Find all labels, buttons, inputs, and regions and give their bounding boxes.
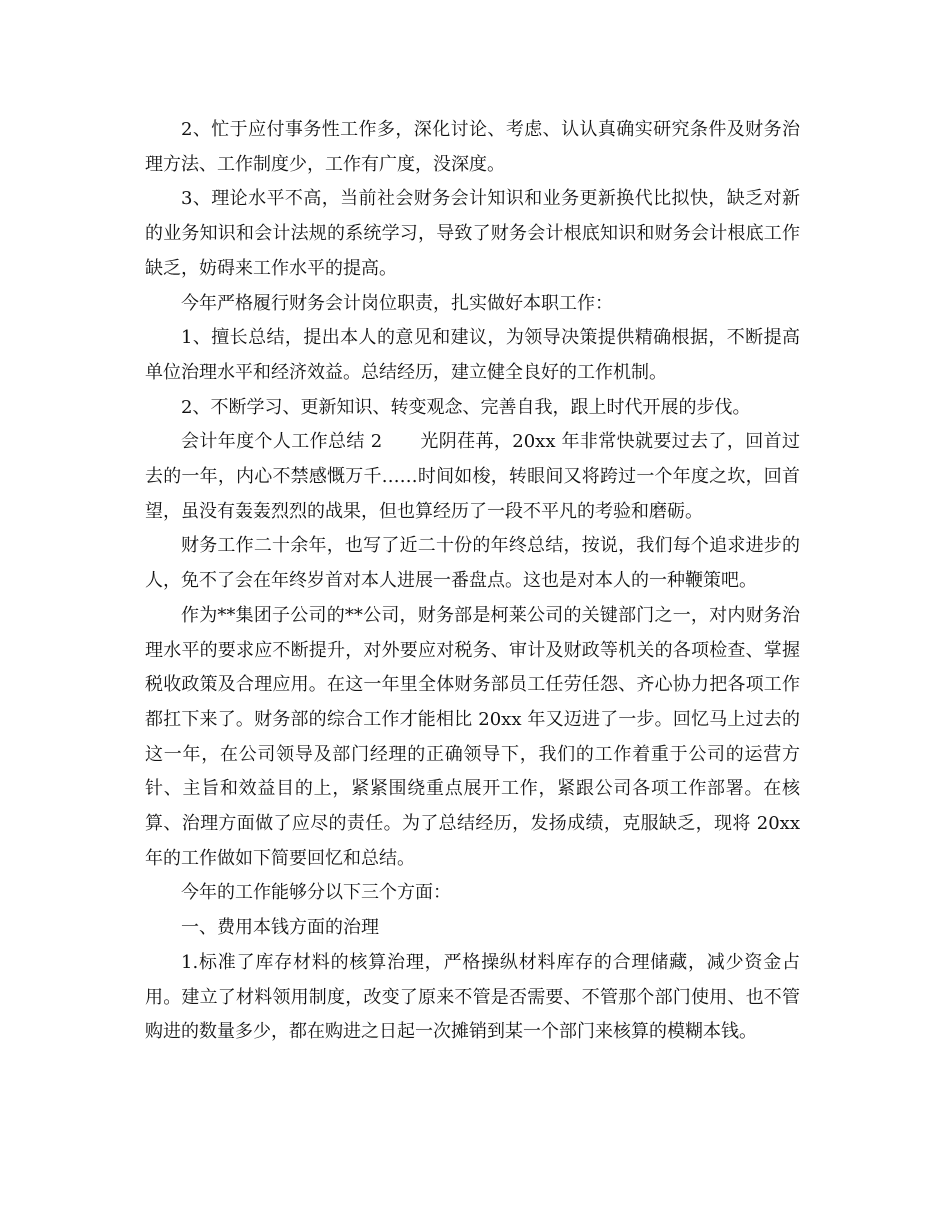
- paragraph: 今年严格履行财务会计岗位职责，扎实做好本职工作：: [181, 292, 613, 314]
- paragraph: 财务工作二十余年，也写了近二十份的年终总结，按说，我们每个追求进步的人，免不了会在年终岁首对本人进展一番盘点。这也是对本人的一种鞭策吧。: [145, 535, 800, 592]
- document-body: [145, 113, 800, 1050]
- paragraph: 2、不断学习、更新知识、转变观念、完善自我，跟上时代开展的步伐。: [181, 396, 751, 418]
- paragraph: 3、理论水平不高，当前社会财务会计知识和业务更新换代比拟快，缺乏对新的业务知识和会计法规的系统学习，导致了财务会计根底知识和财务会计根底工作缺乏，妨碍来工作水平的提高。: [145, 188, 800, 279]
- paragraph: 1、擅长总结，提出本人的意见和建议，为领导决策提供精确根据，不断提高单位治理水平和经济效益。总结经历，建立健全良好的工作机制。: [145, 327, 800, 383]
- heading-paragraph: 一、费用本钱方面的治理: [181, 917, 379, 939]
- paragraph: 1.标准了库存材料的核算治理，严格操纵材料库存的合理储藏，减少资金占用。建立了材料领用制度，改变了原来不管是否需要、不管那个部门使用、也不管购进的数量多少，都在购进之日起一次摊销到某一个部门来核算的模糊本钱。: [145, 951, 800, 1043]
- section-paragraph: [145, 425, 800, 529]
- paragraph: 今年的工作能够分以下三个方面：: [181, 882, 451, 904]
- paragraph: 作为**集团子公司的**公司，财务部是柯莱公司的关键部门之一，对内财务治理水平的要求应不断提升，对外要应对税务、审计及财政等机关的各项检查、掌握税收政策及合理应用。在这一年里全体财务部员工任劳任怨、齐心协力把各项工作都扛下来了。财务部的综合工作才能相比 20xx 年又迈进了一步。回忆马上过去的这一年，在公司领导及部门经理的正确领导下，我们的工作着重于公司的运营方针、主旨和效益目的上，紧紧围绕重点展开工作，紧跟公司各项工作部署。在核算、治理方面做了应尽的责任。为了总结经历，发扬成绩，克服缺乏，现将 20xx 年的工作做如下简要回忆和总结。: [145, 604, 800, 869]
- section-title: 会计年度个人工作总结 2: [181, 431, 383, 453]
- paragraph: 2、忙于应付事务性工作多，深化讨论、考虑、认认真确实研究条件及财务治理方法、工作制度少，工作有广度，没深度。: [145, 119, 800, 175]
- section-intro: 光阴荏苒，20xx 年非常快就要过去了，回首过去的一年，内心不禁感慨万千……时间如梭，转眼间又将跨过一个年度之坎，回首望，虽没有轰轰烈烈的战果，但也算经历了一段不平凡的考验和磨砺。: [145, 431, 800, 522]
